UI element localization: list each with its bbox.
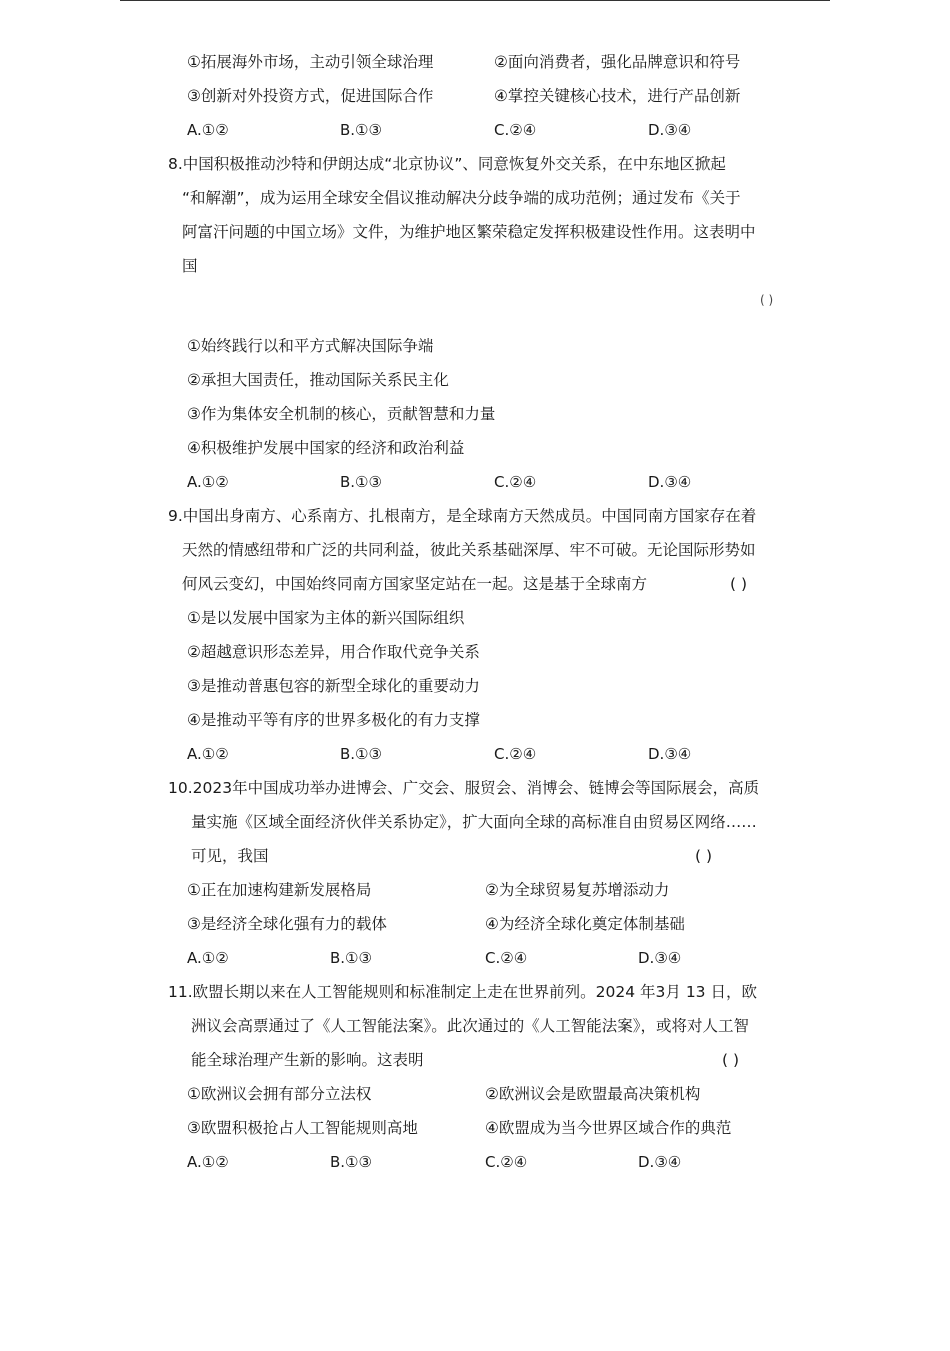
q11-answer-c: C.②④ (485, 1153, 528, 1171)
q11-answer-bracket: ( ) (722, 1051, 740, 1069)
q8-answer-b: B.①③ (340, 473, 382, 491)
q10-answer-d: D.③④ (638, 949, 682, 967)
q9-option-4: ④是推动平等有序的世界多极化的有力支撑 (187, 711, 480, 729)
q9-answer-d: D.③④ (648, 745, 692, 763)
q9-answer-a: A.①② (187, 745, 229, 763)
q10-stem-line-2: 量实施《区域全面经济伙伴关系协定》，扩大面向全球的高标准自由贸易区网络…… (191, 813, 757, 831)
q10-option-2: ②为全球贸易复苏增添动力 (485, 881, 670, 899)
q11-option-3: ③欧盟积极抢占人工智能规则高地 (187, 1119, 418, 1137)
q10-answer-a: A.①② (187, 949, 229, 967)
q8-stem-line-3: 阿富汗问题的中国立场》文件，为维护地区繁荣稳定发挥积极建设性作用。这表明中 (182, 223, 756, 241)
q8-answer-d: D.③④ (648, 473, 692, 491)
q7-option-2: ②面向消费者，强化品牌意识和符号 (494, 53, 741, 71)
q10-answer-b: B.①③ (330, 949, 372, 967)
q10-option-1: ①正在加速构建新发展格局 (187, 881, 372, 899)
q8-answer-a: A.①② (187, 473, 229, 491)
q10-stem-line-1: 10.2023年中国成功举办进博会、广交会、服贸会、消博会、链博会等国际展会，高质 (168, 779, 760, 797)
q9-answer-bracket: ( ) (730, 575, 748, 593)
q10-answer-c: C.②④ (485, 949, 528, 967)
q11-stem-line-3: 能全球治理产生新的影响。这表明 (191, 1051, 424, 1069)
q8-answer-c: C.②④ (494, 473, 537, 491)
q10-stem-line-3: 可见，我国 (191, 847, 269, 865)
q9-option-1: ①是以发展中国家为主体的新兴国际组织 (187, 609, 465, 627)
q8-option-2: ②承担大国责任，推动国际关系民主化 (187, 371, 449, 389)
q9-option-3: ③是推动普惠包容的新型全球化的重要动力 (187, 677, 480, 695)
q9-stem-line-3: 何风云变幻，中国始终同南方国家坚定站在一起。这是基于全球南方 (182, 575, 648, 593)
q11-answer-a: A.①② (187, 1153, 229, 1171)
q8-option-4: ④积极维护发展中国家的经济和政治利益 (187, 439, 465, 457)
q11-answer-b: B.①③ (330, 1153, 372, 1171)
q11-stem-line-2: 洲议会高票通过了《人工智能法案》。此次通过的《人工智能法案》，或将对人工智 (191, 1017, 750, 1035)
top-rule (120, 0, 830, 1)
q9-stem-line-1: 9.中国出身南方、心系南方、扎根南方，是全球南方天然成员。中国同南方国家存在着 (168, 507, 757, 525)
q10-option-3: ③是经济全球化强有力的载体 (187, 915, 387, 933)
q10-answer-bracket: ( ) (695, 847, 713, 865)
q7-option-3: ③创新对外投资方式，促进国际合作 (187, 87, 434, 105)
q11-option-2: ②欧洲议会是欧盟最高决策机构 (485, 1085, 701, 1103)
q11-option-4: ④欧盟成为当今世界区域合作的典范 (485, 1119, 732, 1137)
q7-answer-b: B.①③ (340, 121, 382, 139)
q7-answer-c: C.②④ (494, 121, 537, 139)
q7-option-1: ①拓展海外市场，主动引领全球治理 (187, 53, 434, 71)
q8-option-3: ③作为集体安全机制的核心，贡献智慧和力量 (187, 405, 496, 423)
q10-option-4: ④为经济全球化奠定体制基础 (485, 915, 685, 933)
q8-answer-bracket: ( ) (760, 293, 774, 307)
q8-stem-line-4: 国 (182, 257, 198, 275)
q9-option-2: ②超越意识形态差异，用合作取代竞争关系 (187, 643, 480, 661)
q11-stem-line-1: 11.欧盟长期以来在人工智能规则和标准制定上走在世界前列。2024 年3月 13 日，欧 (168, 983, 757, 1001)
q9-answer-c: C.②④ (494, 745, 537, 763)
q11-option-1: ①欧洲议会拥有部分立法权 (187, 1085, 372, 1103)
q8-stem-line-2: “和解潮”，成为运用全球安全倡议推动解决分歧争端的成功范例；通过发布《关于 (182, 189, 741, 207)
q8-stem-line-1: 8.中国积极推动沙特和伊朗达成“北京协议”、同意恢复外交关系，在中东地区掀起 (168, 155, 726, 173)
q9-stem-line-2: 天然的情感纽带和广泛的共同利益，彼此关系基础深厚、牢不可破。无论国际形势如 (182, 541, 756, 559)
q7-option-4: ④掌控关键核心技术，进行产品创新 (494, 87, 741, 105)
q11-answer-d: D.③④ (638, 1153, 682, 1171)
q8-option-1: ①始终践行以和平方式解决国际争端 (187, 337, 434, 355)
q7-answer-d: D.③④ (648, 121, 692, 139)
q9-answer-b: B.①③ (340, 745, 382, 763)
q7-answer-a: A.①② (187, 121, 229, 139)
